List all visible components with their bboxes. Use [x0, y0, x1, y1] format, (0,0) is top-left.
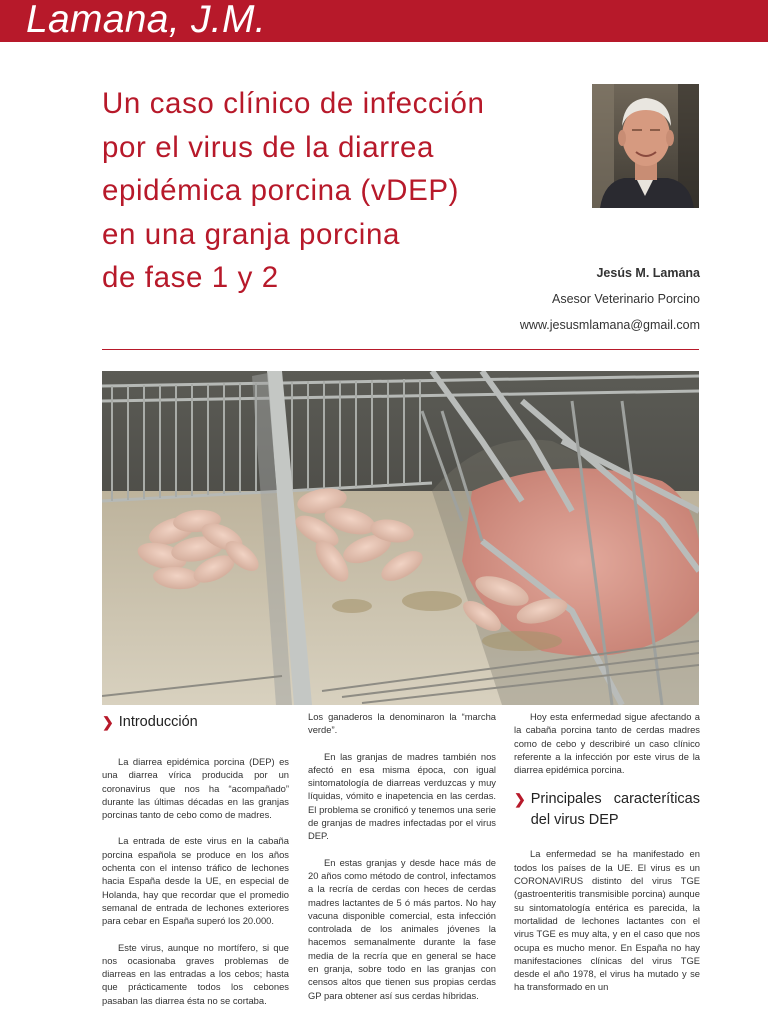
chevron-right-icon: ❯ — [102, 714, 114, 730]
section-heading-caracteristicas — [514, 789, 700, 831]
byline-name: Jesús M. Lamana — [596, 266, 700, 280]
title-line: por el virus de la diarrea — [102, 130, 435, 164]
title-divider — [102, 349, 699, 350]
header-author-name: Lamana, J.M. — [26, 0, 266, 41]
body-paragraph: Hoy esta enfermedad sigue afectando a la cabaña porcina tanto de cerdas madres como de cebo y describiré un caso clínico referente a la infección por este virus de la diarrea epidémica porcina. — [514, 711, 700, 776]
section-heading-label: Introducción — [118, 714, 198, 730]
article-photo — [102, 371, 699, 705]
title-line: epidémica porcina (vDEP) — [102, 174, 460, 207]
title-line: Un caso clínico de infección — [102, 87, 485, 120]
header-band — [0, 0, 768, 42]
byline-role: Asesor Veterinario Porcino — [552, 292, 700, 306]
piglets-in-farrowing-crate-image — [102, 371, 699, 705]
text-column-3 — [514, 710, 700, 1007]
section-heading-introduccion — [102, 712, 289, 733]
text-column-2 — [308, 710, 496, 1015]
title-line: en una granja porcina — [102, 217, 400, 251]
text-column-1 — [102, 710, 289, 1020]
byline-email: www.jesusmlamana@gmail.com — [519, 318, 700, 332]
body-paragraph: Los ganaderos la denominaron la “marcha verde”. — [308, 711, 496, 736]
body-paragraph: En las granjas de madres también nos afectó en esa misma época, con igual sintomatología de diarreas verduzcas y muy líquidas, vómito e inapetencia en las cerdas. El problema se cronificó y tenemos una serie de granjas de madres infectadas por el virus DEP. — [308, 750, 496, 842]
author-portrait-image — [592, 84, 699, 208]
title-line: de fase 1 y 2 — [102, 261, 279, 294]
body-paragraph: La enfermedad se ha manifestado en todos los países de la UE. El virus es un CORONAVIRUS distinto del virus TGE (gastroenteritis transmisible porcina) aunque su sintomatología entérica es parecida, la mortalidad de lechones lactantes con el virus TGE es muy alta, y en el caso que nos ocupa es mucho menor. En España no hay manifestaciones clínicas del virus TGE desde el año 1978, el virus ha mutado y se ha transformado en un — [514, 848, 700, 993]
chevron-right-icon: ❯ — [514, 791, 526, 808]
byline — [520, 260, 700, 338]
body-paragraph: La diarrea epidémica porcina (DEP) es una diarrea vírica producida por un coronavirus que nos ha “acompañado” durante las últimas décadas en las granjas porcinas tanto de cebo como de madres. — [102, 756, 289, 821]
section-heading-label: Principales caracteríticas del virus DEP — [530, 791, 700, 829]
body-paragraph: Este virus, aunque no mortífero, si que nos ocasionaba graves problemas de diarreas en las entradas a los cebos; hasta que prácticamente todos los cebones pasaban las diarrea ésta no se cortaba. — [102, 941, 289, 1006]
article-title — [102, 82, 572, 300]
body-paragraph: En estas granjas y desde hace más de 20 años como método de control, infectamos a la recría de cerdas con heces de cerdas madres lactantes de 5 ó más partos. No hay vacuna disponible comercial, esta infección controlada de los animales jóvenes la hacemos semanalmente durante la fase media de la recría que en general se hace en granja, sobre todo en las granjas con censos altos que tienen sus propias cerdas GP para obtener así sus cerdas híbridas. — [308, 856, 496, 1001]
body-paragraph: La entrada de este virus en la cabaña porcina española se produce en los años ochenta con el intenso tráfico de lechones hacia España desde la UE, en especial de Holanda, hay que recordar que el promedio semanal de entrada de lechones exteriores para cebar en España superó los 20.000. — [102, 835, 289, 927]
author-portrait — [592, 84, 699, 208]
